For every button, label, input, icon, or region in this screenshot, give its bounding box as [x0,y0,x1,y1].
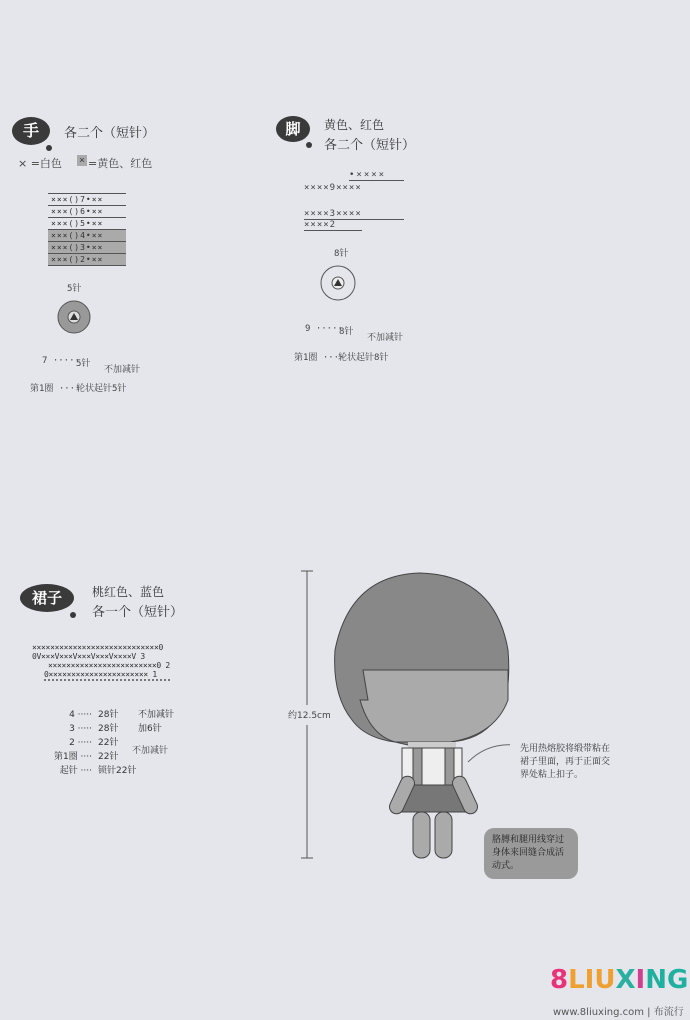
doll-note-ribbon: 先用热熔胶将缎带粘在裙子里面，再于正面交界处粘上扣子。 [520,744,611,780]
round: 第1圈 ···· [53,752,92,762]
hand-ring-diagram [55,300,95,336]
round: 4 ····· [69,710,92,720]
foot-summary-round: 9 ····· [305,324,343,334]
skirt-brace-note: 不加减针 [132,746,169,756]
foot-summary-stitches: 轮状起针8针 [338,353,389,363]
watermark-logo: 8LIUXING [550,965,689,995]
hand-summary-stitches: 轮状起针5针 [76,384,127,394]
section-badge-hand: 手 [12,117,50,145]
foot-summary-round: 第1圈 ···· [294,353,345,363]
stitches: 22针 [98,752,119,762]
skirt-chart [32,643,170,681]
chart-row: 0V×××V×××V×××V×××V××××V 3 [32,652,145,661]
chart-row: ××××××××××××××××××××××××××××0 [32,643,163,652]
stitches: 锁针22针 [98,766,137,776]
doll-note-joints: 胳膊和腿用线穿过身体来回缝合成活动式。 [484,828,578,879]
stitches: 28针 [98,710,119,720]
round: 2 ····· [69,738,92,748]
hand-summary-round: 第1圈 ···· [30,384,81,394]
hand-legend-color: =黄色、红色 [88,157,153,170]
hand-title: 各二个（短针） [64,126,156,141]
chart-row: ×××()7•×× [48,194,126,206]
foot-summary-stitches: 8针 [339,327,354,337]
stitches: 22针 [98,738,119,748]
hand-summary-round: 7 ····· [42,356,80,366]
round: 3 ····· [69,724,92,734]
note: 不加减针 [138,710,175,720]
chart-row: ×××()3•×× [48,242,126,254]
chart-row: ×××()4•×× [48,230,126,242]
hand-legend-swatch: × [79,155,86,166]
chart-row: ××××××××××××××××××××××××0 2 [48,661,170,670]
skirt-color: 桃红色、蓝色 [92,585,165,599]
skirt-title: 各一个（短针） [92,605,184,620]
chart-row: 0×××××××××××××××××××××× 1 [44,670,170,681]
chart-row: ×××()5•×× [48,218,126,230]
hand-chart [48,193,126,266]
foot-ring-diagram [318,264,360,304]
hand-ring-label: 5针 [67,284,82,294]
chart-row: ××××3×××× [304,209,404,220]
watermark-url: www.8liuxing.com | 布流行 [553,1007,684,1018]
chart-row: ××××2 [304,220,362,231]
chart-row: ××××9×××× [304,183,362,193]
chart-row: ×××()6•×× [48,206,126,218]
chart-row: ×××()2•×× [48,254,126,266]
hand-legend-white: × =白色 [18,157,62,170]
foot-ring-label: 8针 [334,249,349,259]
hand-summary-stitches: 5针 [76,359,91,369]
chart-row: •×××× [349,170,404,181]
section-badge-skirt: 裙子 [20,584,74,612]
section-badge-foot: 脚 [276,116,310,142]
stitches: 28针 [98,724,119,734]
foot-summary-note: 不加减针 [367,333,404,343]
hand-summary-note: 不加减针 [104,365,141,375]
note: 加6针 [138,724,162,734]
doll-height-label: 约12.5cm [288,711,331,721]
round: 起针 ···· [59,766,92,776]
foot-color: 黄色、红色 [324,118,385,132]
foot-chart [304,170,404,231]
foot-title: 各二个（短针） [324,138,416,153]
